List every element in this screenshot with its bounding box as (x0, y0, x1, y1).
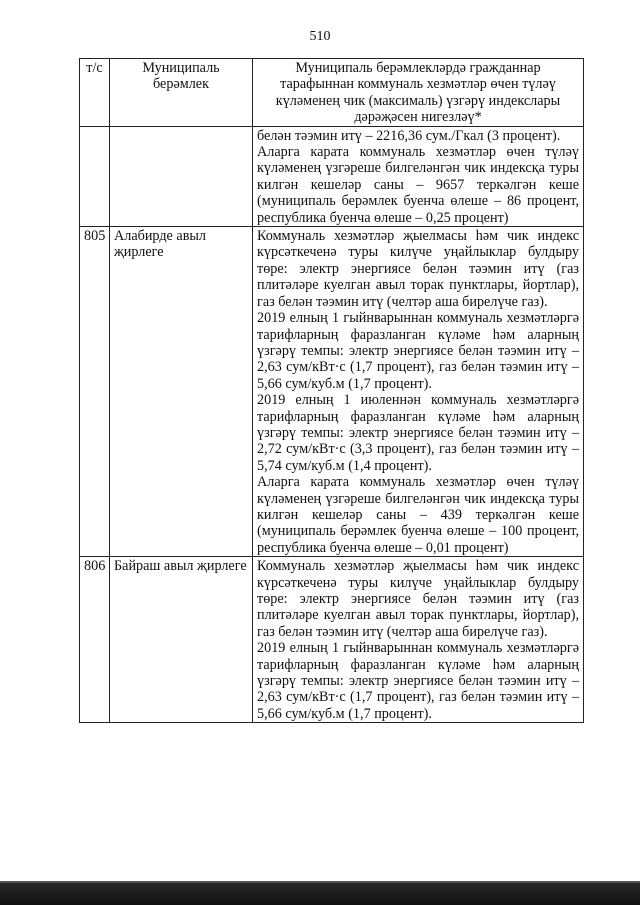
table-row (80, 126, 584, 226)
municipality-name: Байраш авыл җирлеге (110, 557, 253, 723)
header-municipality: Муниципаль берәмлек (110, 59, 253, 127)
header-justification: Муниципаль берәмлекләрдә гражданнар тарафыннан коммуналь хезмәтләр өчен түләү күләменең чик (максималь) үзгәрү индекслары дәрәҗәсен нигезләү* (253, 59, 584, 127)
row-number (80, 126, 110, 226)
header-number: т/с (80, 59, 110, 127)
table-row (80, 557, 584, 723)
justification-paragraph: 2019 елның 1 июленнән коммуналь хезмәтләргә тарифларның фаразланган күләме һәм аларның үзгәрү темпы: электр энергиясе белән тәэмин итү – 2,72 сум/кВт·с (3,3 процент), газ белән тәэмин итү – 5,74 сум/куб.м (1,4 процент). (257, 392, 579, 474)
justification-cell (253, 126, 584, 226)
justification-cell (253, 227, 584, 557)
justification-paragraph: Аларга карата коммуналь хезмәтләр өчен түләү күләменең үзгәреше билгеләнгән чик индексқа туры килгән кешеләр саны – 439 теркәлгән кеше (муниципаль берәмлек буенча өлеше – 100 процент, республика буенча өлеше – 0,01 процент) (257, 474, 579, 556)
municipality-name (110, 126, 253, 226)
scan-bottom-edge (0, 878, 640, 905)
justification-paragraph: Коммуналь хезмәтләр җыелмасы һәм чик индекс күрсәткеченә туры килүче уңайлыклар булдыру төре: электр энергиясе белән тәэмин итү (газ плитәләре куелган авыл торак пунктлары, йортлар), газ белән тәэмин итү (челтәр аша бирелүче газ). (257, 228, 579, 310)
row-number: 805 (80, 227, 110, 557)
page-number: 510 (309, 29, 331, 44)
justification-paragraph: 2019 елның 1 гыйнварыннан коммуналь хезмәтләргә тарифларның фаразланган күләме һәм аларның үзгәрү темпы: электр энергиясе белән тәэмин итү – 2,63 сум/кВт·с (1,7 процент), газ белән тәэмин итү – 5,66 сум/куб.м (1,7 процент). (257, 640, 579, 722)
justification-paragraph: белән тәэмин итү – 2216,36 сум./Гкал (3 процент). (257, 127, 561, 144)
tariff-table (79, 58, 584, 723)
row-number: 806 (80, 557, 110, 723)
justification-paragraph: 2019 елның 1 гыйнварыннан коммуналь хезмәтләргә тарифларның фаразланган күләме һәм аларның үзгәрү темпы: электр энергиясе белән тәэмин итү – 2,63 сум/кВт·с (1,7 процент), газ белән тәэмин итү – 5,66 сум/куб.м (1,7 процент). (257, 310, 579, 392)
justification-cell (253, 557, 584, 723)
table-header-row (80, 59, 584, 127)
municipality-name: Алабирде авыл җирлеге (110, 227, 253, 557)
justification-paragraph: Аларга карата коммуналь хезмәтләр өчен түләү күләменең үзгәреше билгеләнгән чик индексқа туры килгән кешеләр саны – 9657 теркәлгән кеше (муниципаль берәмлек буенча өлеше – 86 процент, республика буенча өлеше – 0,25 процент) (257, 144, 579, 226)
table-row (80, 227, 584, 557)
justification-paragraph: Коммуналь хезмәтләр җыелмасы һәм чик индекс күрсәткеченә туры килүче уңайлыклар булдыру төре: электр энергиясе белән тәэмин итү (газ плитәләре куелган авыл торак пунктлары, йортлар), газ белән тәэмин итү (челтәр аша бирелүче газ). (257, 558, 579, 640)
